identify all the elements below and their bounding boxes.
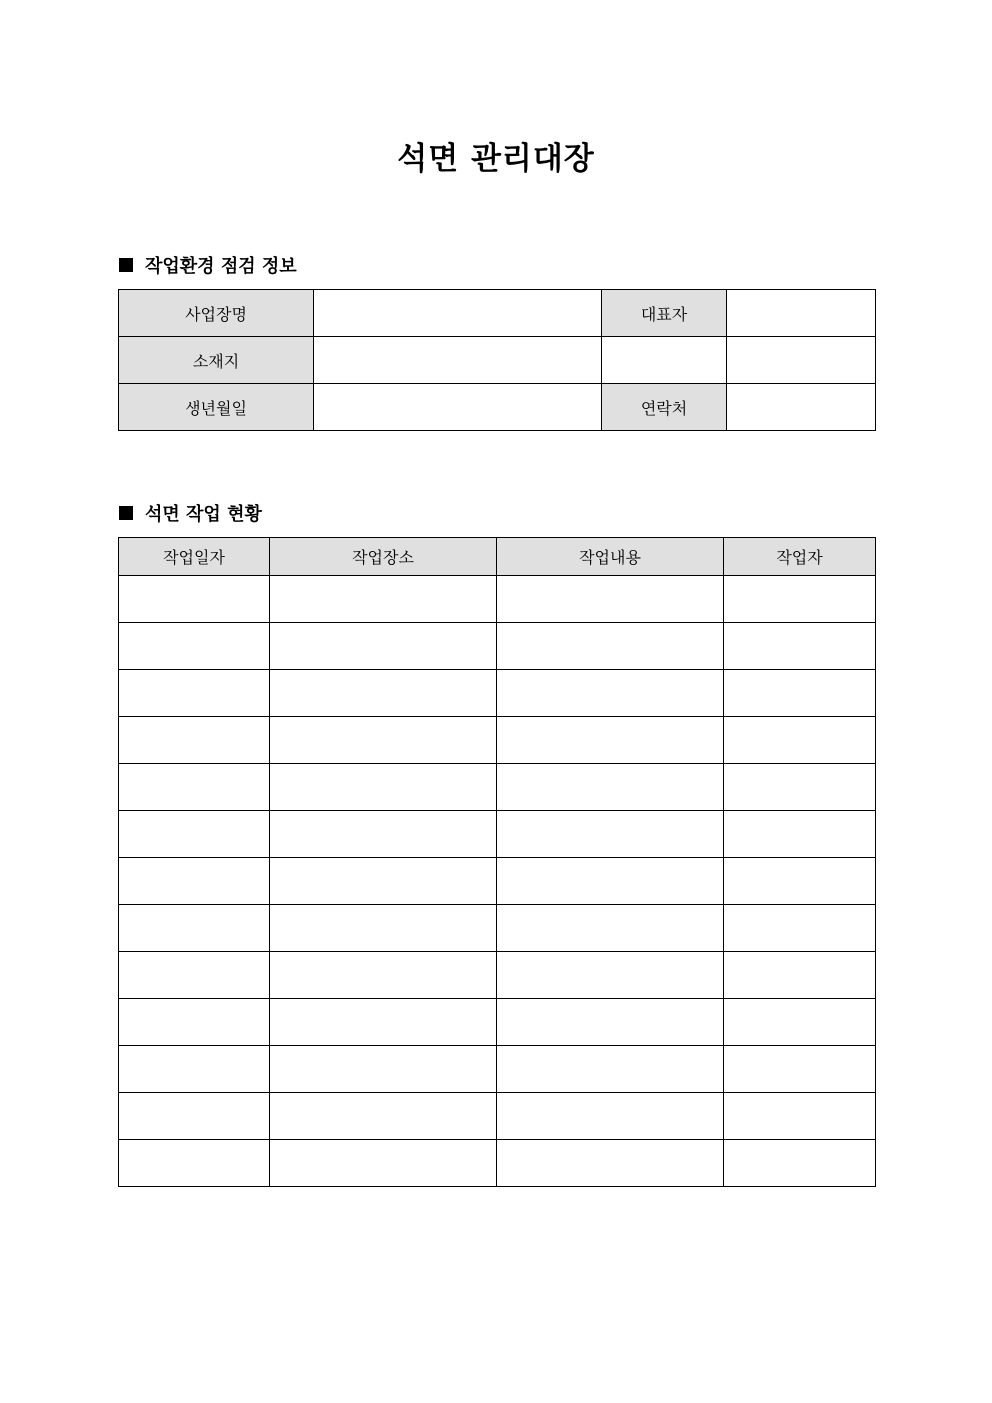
work-place-cell[interactable] [270,576,497,623]
table-row [119,576,876,623]
location-label: 소재지 [119,337,314,384]
section-heading-work-status [119,500,262,526]
table-row [119,1046,876,1093]
work-status-table [118,537,876,1187]
work-content-cell[interactable] [497,1093,724,1140]
work-place-cell[interactable] [270,623,497,670]
work-date-cell[interactable] [119,1046,270,1093]
worker-cell[interactable] [724,811,876,858]
section-heading-label: 작업환경 점검 정보 [145,256,297,277]
table-row [119,670,876,717]
work-date-cell[interactable] [119,811,270,858]
work-content-cell[interactable] [497,764,724,811]
column-header-work-date: 작업일자 [119,538,270,576]
worker-cell[interactable] [724,999,876,1046]
representative-label: 대표자 [602,290,727,337]
work-content-cell[interactable] [497,811,724,858]
table-row [119,384,876,431]
worker-cell[interactable] [724,764,876,811]
work-place-cell[interactable] [270,905,497,952]
section-heading-inspection [119,252,297,278]
work-content-cell[interactable] [497,999,724,1046]
work-place-cell[interactable] [270,811,497,858]
worker-cell[interactable] [724,670,876,717]
worker-cell[interactable] [724,1140,876,1187]
table-row [119,623,876,670]
work-place-cell[interactable] [270,999,497,1046]
work-date-cell[interactable] [119,858,270,905]
work-date-cell[interactable] [119,1140,270,1187]
contact-field[interactable] [727,384,876,431]
worker-cell[interactable] [724,858,876,905]
column-header-worker: 작업자 [724,538,876,576]
work-date-cell[interactable] [119,999,270,1046]
work-place-cell[interactable] [270,1093,497,1140]
representative-field[interactable] [727,290,876,337]
work-content-cell[interactable] [497,905,724,952]
work-content-cell[interactable] [497,717,724,764]
work-date-cell[interactable] [119,717,270,764]
work-date-cell[interactable] [119,905,270,952]
table-row [119,764,876,811]
table-row [119,1093,876,1140]
work-place-cell[interactable] [270,858,497,905]
table-row [119,337,876,384]
birth-date-field[interactable] [314,384,602,431]
table-row [119,717,876,764]
column-header-work-place: 작업장소 [270,538,497,576]
work-content-cell[interactable] [497,576,724,623]
inspection-info-table [118,289,876,431]
table-row [119,952,876,999]
table-row [119,290,876,337]
location-extra-field[interactable] [602,337,727,384]
birth-date-label: 생년월일 [119,384,314,431]
worker-cell[interactable] [724,1093,876,1140]
work-place-cell[interactable] [270,670,497,717]
work-date-cell[interactable] [119,952,270,999]
work-place-cell[interactable] [270,1140,497,1187]
worker-cell[interactable] [724,576,876,623]
work-place-cell[interactable] [270,717,497,764]
work-content-cell[interactable] [497,1046,724,1093]
work-place-cell[interactable] [270,952,497,999]
work-content-cell[interactable] [497,952,724,999]
work-date-cell[interactable] [119,623,270,670]
column-header-work-content: 작업내용 [497,538,724,576]
contact-label: 연락처 [602,384,727,431]
worker-cell[interactable] [724,1046,876,1093]
table-header-row [119,538,876,576]
worker-cell[interactable] [724,623,876,670]
table-row [119,905,876,952]
work-content-cell[interactable] [497,623,724,670]
work-place-cell[interactable] [270,764,497,811]
worker-cell[interactable] [724,905,876,952]
work-date-cell[interactable] [119,1093,270,1140]
work-place-cell[interactable] [270,1046,497,1093]
work-content-cell[interactable] [497,858,724,905]
work-content-cell[interactable] [497,1140,724,1187]
business-name-field[interactable] [314,290,602,337]
work-date-cell[interactable] [119,764,270,811]
work-date-cell[interactable] [119,576,270,623]
page-title: 석면 관리대장 [397,141,595,177]
work-content-cell[interactable] [497,670,724,717]
worker-cell[interactable] [724,717,876,764]
location-extra-field[interactable] [727,337,876,384]
work-date-cell[interactable] [119,670,270,717]
location-field[interactable] [314,337,602,384]
worker-cell[interactable] [724,952,876,999]
section-heading-label: 석면 작업 현황 [145,504,262,525]
table-row [119,1140,876,1187]
business-name-label: 사업장명 [119,290,314,337]
square-bullet-icon [119,258,133,272]
table-row [119,858,876,905]
table-row [119,811,876,858]
square-bullet-icon [119,506,133,520]
table-row [119,999,876,1046]
